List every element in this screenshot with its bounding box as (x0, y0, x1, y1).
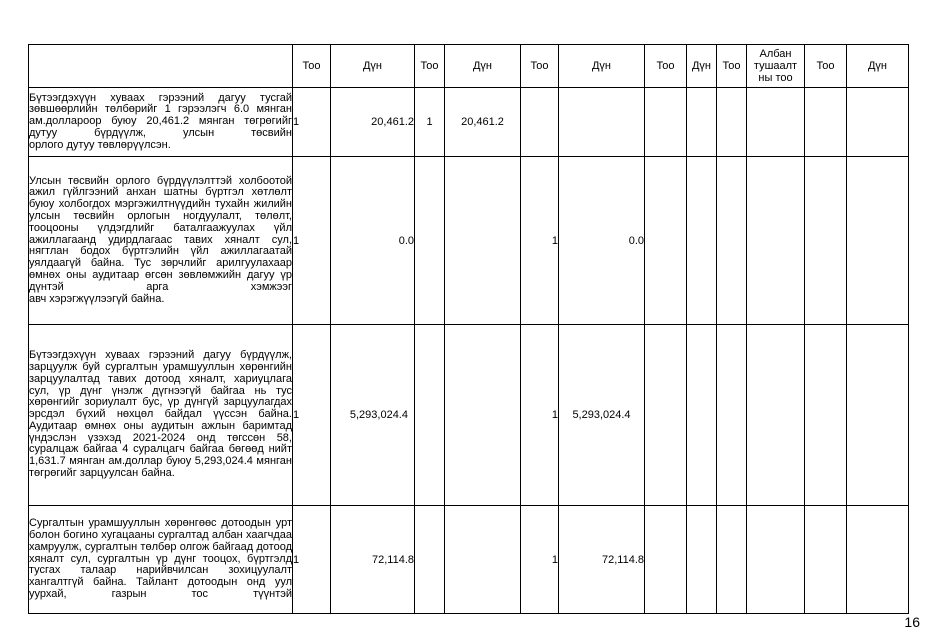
header-amount: Дүн (847, 45, 909, 88)
audit-findings-table (28, 44, 909, 614)
resolved-amount (445, 325, 521, 506)
table-row (29, 325, 909, 506)
finding-text: Сургалтын урамшууллын хөрөнгөөс дотоодын урт болон богино хугацааны сургалтад албан хаагчдаа хамруулж, сургалтын төлбөр олгож байгаад дотоод хяналт сул, сургалтын үр дүнг тооцох, бүртгэлд тусгах талаар нарийвчилсан зохицуулалт хангалтгүй байна. Тайлант дотоодын онд уул уурхай, газрын тос түүнтэй (29, 517, 292, 600)
finding-count: 1 (293, 88, 331, 157)
finding-amount: 20,461.2 (331, 88, 415, 157)
pending-count: 1 (521, 157, 559, 325)
finding-description (29, 157, 293, 325)
empty-cell (645, 325, 687, 506)
empty-cell (645, 157, 687, 325)
table-row (29, 157, 909, 325)
table-row (29, 506, 909, 614)
header-amount: Дүн (687, 45, 717, 88)
finding-amount: 72,114.8 (331, 506, 415, 614)
header-official-line: Албан (759, 48, 792, 60)
empty-cell (805, 88, 847, 157)
header-count: Тоо (521, 45, 559, 88)
finding-description (29, 506, 293, 614)
finding-text-last-line: төгрөгийг зарцуулсан байна. (29, 467, 175, 480)
header-amount: Дүн (559, 45, 645, 88)
resolved-amount (445, 506, 521, 614)
finding-text-last-line: авч хэрэгжүүлээгүй байна. (29, 292, 165, 305)
resolved-amount (445, 157, 521, 325)
empty-cell (847, 88, 909, 157)
empty-cell (805, 325, 847, 506)
finding-amount: 0.0 (331, 157, 415, 325)
pending-amount (559, 88, 645, 157)
finding-count: 1 (293, 506, 331, 614)
empty-cell (847, 325, 909, 506)
table-header-row (29, 45, 909, 88)
pending-amount: 5,293,024.4 (559, 325, 645, 506)
empty-cell (645, 88, 687, 157)
empty-cell (747, 88, 805, 157)
finding-count: 1 (293, 325, 331, 506)
finding-amount: 5,293,024.4 (331, 325, 415, 506)
pending-count (521, 88, 559, 157)
finding-count: 1 (293, 157, 331, 325)
empty-cell (747, 157, 805, 325)
empty-cell (687, 157, 717, 325)
header-amount: Дүн (445, 45, 521, 88)
pending-count: 1 (521, 506, 559, 614)
table-row (29, 88, 909, 157)
pending-amount: 0.0 (559, 157, 645, 325)
empty-cell (717, 325, 747, 506)
header-count: Тоо (717, 45, 747, 88)
resolved-amount: 20,461.2 (445, 88, 521, 157)
pending-count: 1 (521, 325, 559, 506)
header-count: Тоо (415, 45, 445, 88)
page-number: 16 (904, 614, 920, 630)
finding-text: Бүтээгдэхүүн хуваах гэрээний дагуу тусгай зөвшөөрлийн төлбөрийг 1 гэрээлэгч 6.0 мянган ам.доллароор буюу 20,461.2 мянган төгрөгийг дутуу бүрдүүлж, улсын төсвийн (29, 91, 292, 139)
header-amount: Дүн (331, 45, 415, 88)
empty-cell (805, 157, 847, 325)
header-count: Тоо (293, 45, 331, 88)
empty-cell (687, 506, 717, 614)
finding-text-last-line: орлого дутуу төвлөрүүлсэн. (29, 138, 171, 151)
header-official-count (747, 45, 805, 88)
header-official-line: ны тоо (758, 72, 793, 84)
pending-amount: 72,114.8 (559, 506, 645, 614)
empty-cell (687, 325, 717, 506)
empty-cell (687, 88, 717, 157)
empty-cell (717, 88, 747, 157)
header-count: Тоо (805, 45, 847, 88)
finding-description (29, 88, 293, 157)
finding-text: Бүтээгдэхүүн хуваах гэрээний дагуу бүрдүүлж, зарцуулж буй сургалтын урамшууллын хөрөнгийн зарцуулалтад тавих дотоод хяналт, хариуцлага сул, үр дүнг үнэлж дүгнээгүй байгаа нь тус хөрөнгийг зориулалт бус, үр дүнгүй зарцуулагдах эрсдэл бүхий нөхцөл байдал үүссэн байна. Аудитаар өмнөх оны аудитын ажлын баримтад үндэслэн үзэхэд 2021-2024 онд төгссөн 58, суралцаж байгаа 4 суралцагч байгаа бөгөөд нийт 1,631.7 мянган ам.доллар буюу 5,293,024.4 мянган (29, 349, 292, 468)
finding-text: Улсын төсвийн орлого бүрдүүлэлттэй холбоотой ажил гүйлгээний анхан шатны бүртгэл хөтлөлт буюу холбогдох мэргэжилтнүүдийн тухайн жилийн улсын төсвийн орлогын ногдуулалт, төлөлт, тооцооны үлдэгдлийг баталгаажуулах үйл ажиллагаанд удирдлагаас тавих хяналт сул, нягтлан бодох бүртгэлийн үйл ажиллагаатай уялдаагүй байна. Тус зөрчлийг арилгуулахаар өмнөх оны аудитаар өгсөн зөвлөмжийн дагуу үр дүнтэй арга хэмжээг (29, 174, 292, 293)
empty-cell (847, 157, 909, 325)
empty-cell (717, 157, 747, 325)
header-count: Тоо (645, 45, 687, 88)
empty-cell (847, 506, 909, 614)
header-official-line: тушаалт (753, 60, 798, 72)
empty-cell (717, 506, 747, 614)
empty-cell (645, 506, 687, 614)
header-description (29, 45, 293, 88)
resolved-count (415, 157, 445, 325)
resolved-count: 1 (415, 88, 445, 157)
finding-description (29, 325, 293, 506)
empty-cell (747, 506, 805, 614)
resolved-count (415, 506, 445, 614)
resolved-count (415, 325, 445, 506)
empty-cell (805, 506, 847, 614)
empty-cell (747, 325, 805, 506)
